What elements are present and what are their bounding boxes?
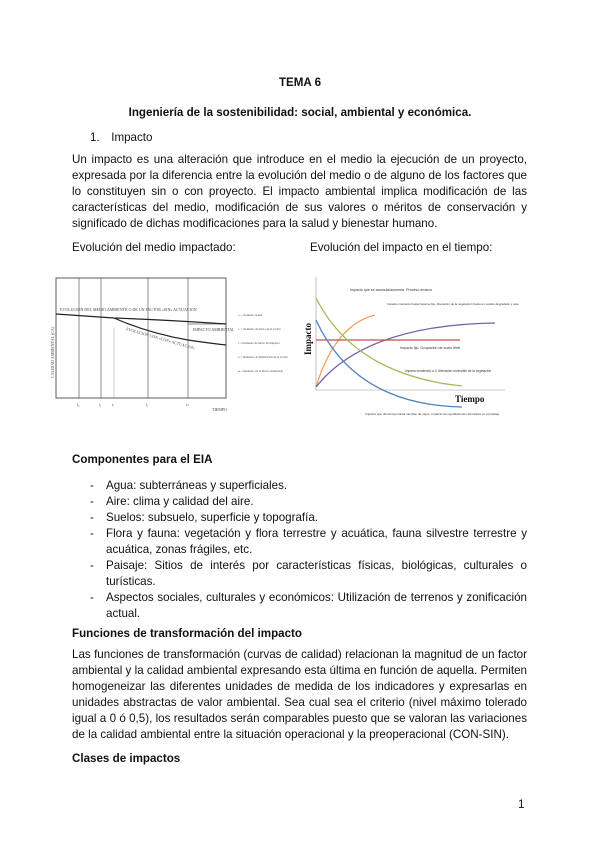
fig2-curve-label: Impacto creciente hasta hacerse fijo. Alteración de la vegetación hasta un estado degradado y este <box>387 302 519 306</box>
fig1-legend-item: tₜ = momento de finalización de la acción <box>238 355 288 359</box>
fig1-tick: t₁ <box>99 402 102 407</box>
heading-clases: Clases de impactos <box>72 752 181 765</box>
fig1-tick: tᵢ <box>112 402 114 407</box>
caption-right: Evolución del impacto en el tiempo: <box>310 241 493 254</box>
heading-funciones: Funciones de transformación del impacto <box>72 627 302 640</box>
section-impacto-heading <box>90 130 152 146</box>
page-subtitle: Ingeniería de la sostenibilidad: social, ambiental y económica. <box>128 106 472 119</box>
page-title: TEMA 6 <box>278 76 322 89</box>
figure-evolucion-medio <box>48 278 298 428</box>
fig1-lower-label: EVOLUCION CON «CON» ACTUACION <box>125 326 195 351</box>
paragraph-funciones: Las funciones de transformación (curvas de calidad) relacionan la magnitud de un factor ambiental y la calidad ambiental expresando esta última en función de aquella. Permiten homogeneizar las diferentes unidades de medida de los indicadores y expresarlas en unidades abstractas de valor ambiental. Sea cual sea el criterio (nivel máximo tolerado igual a 0 ó 0,5), los resultados serán comparables puesto que se valoran las variaciones de la calidad ambiental entre la situación operacional y la preoperacional (CON-SIN). <box>72 648 527 741</box>
fig1-legend-item: t₀ = momento actual <box>238 313 263 317</box>
fig1-legend-item: t₁ = momento de inicio de la acción <box>238 327 281 331</box>
list-item: - Aire: clima y calidad del aire. <box>72 494 527 510</box>
fig2-ylabel: Impacto <box>303 323 313 355</box>
fig2-curve-label: Impacto tendiendo a 0. Alteración reversible de la vegetación <box>405 369 492 373</box>
section-number: 1. <box>90 131 100 144</box>
list-item: - Agua: subterráneas y superficiales. <box>72 478 527 494</box>
page-number: 1 <box>518 798 525 811</box>
caption-left: Evolución del medio impactado: <box>72 241 236 254</box>
list-item: - Aspectos sociales, culturales y económicos: Utilización de terrenos y zonificación actual. <box>72 590 527 622</box>
fig2-curve-label: Impacto que se acumula/aumenta. Proceso erosivo <box>350 288 432 292</box>
fig1-ylabel: CALIDAD AMBIENTAL (CA) <box>50 326 55 378</box>
list-item: - Flora y fauna: vegetación y flora terrestre y acuática, fauna silvestre terrestre y acuática, zonas frágiles, etc. <box>72 526 527 558</box>
fig1-tick: tₜ <box>146 402 149 407</box>
fig2-curve-label: Impacto que disminuye hasta cambiar de signo. Impacto de repoblaciones forestales en el paisaje <box>365 412 500 416</box>
heading-componentes: Componentes para el EIA <box>72 453 213 466</box>
fig2-curve-label: Impacto fijo. Ocupación de suelo fértil <box>400 346 460 350</box>
fig1-legend-item: tₙ = momento en el nivel considerado <box>238 369 284 373</box>
fig2-xlabel: Tiempo <box>455 394 485 404</box>
fig1-legend-item: tᵢ = momento de inicio del impacto <box>238 341 280 345</box>
list-item: - Suelos: subsuelo, superficie y topografía. <box>72 510 527 526</box>
fig1-top-label: EVOLUCION DEL MEDIO AMBIENTE O DE UN FACTOR «SIN» ACTUACION <box>60 307 197 312</box>
figure-evolucion-impacto <box>300 265 565 435</box>
fig1-xlabel: TIEMPO <box>212 407 227 412</box>
components-list <box>72 478 527 622</box>
paragraph-impacto: Un impacto es una alteración que introduce en el medio la ejecución de un proyecto, expresada por la diferencia entre la evolución del medio o de alguno de los factores que lo constituyen sin o con proyecto. El impacto ambiental implica modificación de las características del medio, modificación de sus valores o méritos de conservación y significado de dichas modificaciones para la salud y bienestar humano. <box>72 153 527 230</box>
fig1-tick: t₀ <box>77 402 80 407</box>
section-label: Impacto <box>111 131 153 144</box>
fig1-box-label: IMPACTO AMBIENTAL <box>193 327 235 332</box>
fig1-tick: tₙ <box>186 402 189 407</box>
list-item: - Paisaje: Sitios de interés por características físicas, biológicas, culturales o turísticas. <box>72 558 527 590</box>
